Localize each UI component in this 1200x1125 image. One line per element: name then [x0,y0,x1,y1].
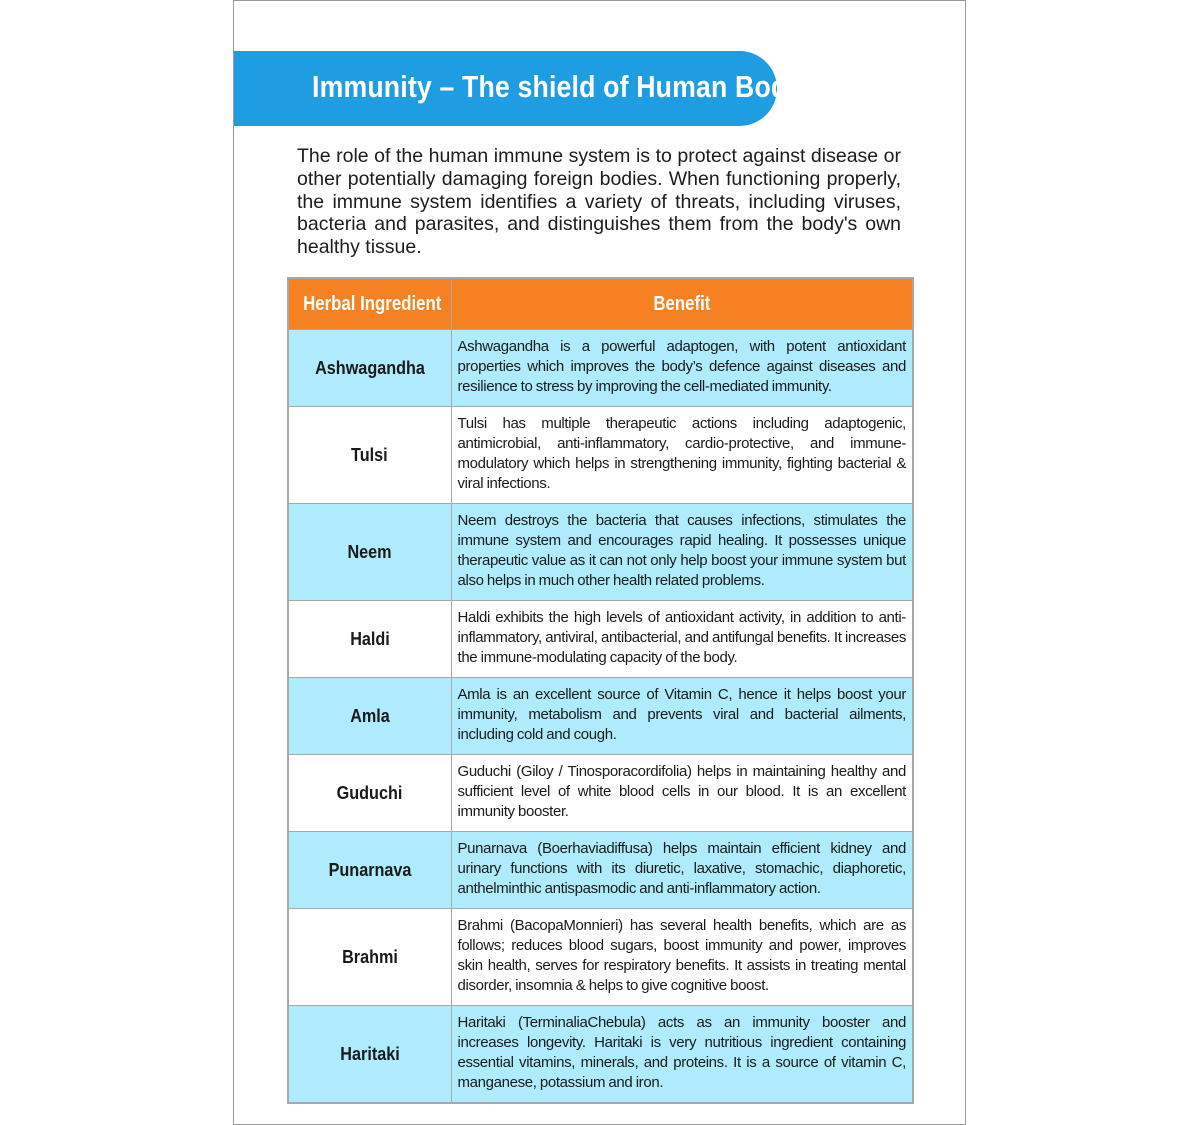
ingredient-benefit: Punarnava (Boerhaviadiffusa) helps maintain efficient kidney and urinary functions with its diuretic, laxative, stomachic, diaphoretic, anthelminthic antispasmodic and anti-inflammatory action. [451,832,913,909]
ingredient-benefit: Brahmi (BacopaMonnieri) has several health benefits, which are as follows; reduces blood sugars, boost immunity and power, improves skin health, serves for respiratory benefits. It assists in treating mental disorder, insomnia & helps to give cognitive boost. [451,909,913,1006]
intro-paragraph: The role of the human immune system is to protect against disease or other potentially damaging foreign bodies. When functioning properly, the immune system identifies a variety of threats, including viruses, bacteria and parasites, and distinguishes them from the body's own healthy tissue. [297,145,901,259]
ingredient-name: Punarnava [288,832,451,909]
header-herbal-ingredient: Herbal Ingredient [288,278,451,330]
table-row [288,330,913,407]
ingredient-benefit: Amla is an excellent source of Vitamin C, hence it helps boost your immunity, metabolism and prevents viral and bacterial ailments, including cold and cough. [451,678,913,755]
herbal-ingredients-table [287,277,914,1104]
table-row [288,909,913,1006]
table-row [288,407,913,504]
table-header-row [288,278,913,330]
table-row [288,832,913,909]
ingredient-name: Ashwagandha [288,330,451,407]
ingredient-benefit: Tulsi has multiple therapeutic actions including adaptogenic, antimicrobial, anti-inflammatory, cardio-protective, and immune-modulatory which helps in strengthening immunity, fighting bacterial & viral infections. [451,407,913,504]
table-row [288,601,913,678]
ingredient-name: Brahmi [288,909,451,1006]
ingredient-name: Haritaki [288,1006,451,1104]
ingredient-name: Neem [288,504,451,601]
table-row [288,755,913,832]
header-benefit: Benefit [451,278,913,330]
document-page [233,0,966,1125]
ingredient-benefit: Neem destroys the bacteria that causes infections, stimulates the immune system and encourages rapid healing. It possesses unique therapeutic value as it can not only help boost your immune system but also helps in much other health related problems. [451,504,913,601]
table-row [288,1006,913,1104]
ingredient-name: Haldi [288,601,451,678]
ingredient-name: Guduchi [288,755,451,832]
ingredient-name: Tulsi [288,407,451,504]
title-banner [234,51,803,126]
ingredient-name: Amla [288,678,451,755]
table-row [288,678,913,755]
ingredient-benefit: Guduchi (Giloy / Tinosporacordifolia) helps in maintaining healthy and sufficient level of white blood cells in our blood. It is an excellent immunity booster. [451,755,913,832]
ingredient-benefit: Ashwagandha is a powerful adaptogen, with potent antioxidant properties which improves the body’s defence against diseases and resilience to stress by improving the cell-mediated immunity. [451,330,913,407]
page-title: Immunity – The shield of Human Body [312,69,803,104]
ingredient-benefit: Haldi exhibits the high levels of antioxidant activity, in addition to anti-inflammatory, antiviral, antibacterial, and antifungal benefits. It increases the immune-modulating capacity of the body. [451,601,913,678]
ingredient-benefit: Haritaki (TerminaliaChebula) acts as an immunity booster and increases longevity. Haritaki is very nutritious ingredient containing essential vitamins, minerals, and proteins. It is a source of vitamin C, manganese, potassium and iron. [451,1006,913,1104]
table-row [288,504,913,601]
